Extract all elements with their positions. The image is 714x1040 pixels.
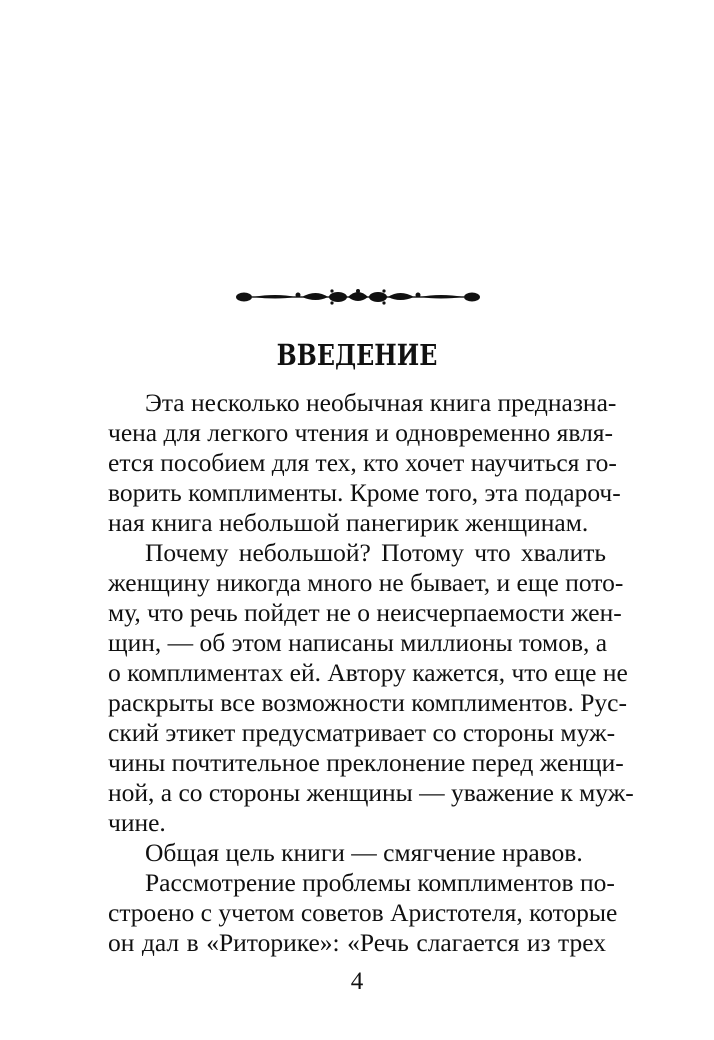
- text-line: чена для легкого чтения и одновременно явля-: [108, 418, 614, 447]
- text-line: он дал в «Риторике»: «Речь слагается из трех: [108, 928, 606, 957]
- text-line: ной, а со стороны женщины — уважение к муж-: [108, 778, 634, 807]
- text-line: ский этикет предусматривает со стороны муж-: [108, 718, 616, 747]
- text-line: Общая цель книги — смягчение нравов.: [145, 838, 583, 867]
- text-line: щин, — об этом написаны миллионы томов, а: [108, 628, 608, 657]
- text-line: о комплиментах ей. Автору кажется, что еще не: [108, 658, 628, 687]
- text-line: женщину никогда много не бывает, и еще пото-: [108, 568, 624, 597]
- text-line: ная книга небольшой панегирик женщинам.: [108, 508, 589, 537]
- page-number: 4: [350, 968, 364, 995]
- text-line: ворить комплименты. Кроме того, эта подароч-: [108, 478, 621, 507]
- text-line: ется пособием для тех, кто хочет научиться го-: [108, 448, 617, 477]
- text-line: Эта несколько необычная книга предназна-: [145, 388, 617, 417]
- text-line: чине.: [108, 808, 166, 837]
- text-line: чины почтительное преклонение перед женщи-: [108, 748, 624, 777]
- text-line: раскрыты все возможности комплиментов. Рус-: [108, 688, 627, 717]
- text-line: му, что речь пойдет не о неисчерпаемости жен-: [108, 598, 622, 627]
- chapter-heading: ВВЕДЕНИЕ: [276, 338, 438, 372]
- ornament-icon: [236, 287, 480, 307]
- text-line: Почему небольшой? Потому что хвалить: [145, 538, 606, 567]
- text-line: Рассмотрение проблемы комплиментов по-: [145, 868, 615, 897]
- text-line: строено с учетом советов Аристотеля, которые: [108, 898, 618, 927]
